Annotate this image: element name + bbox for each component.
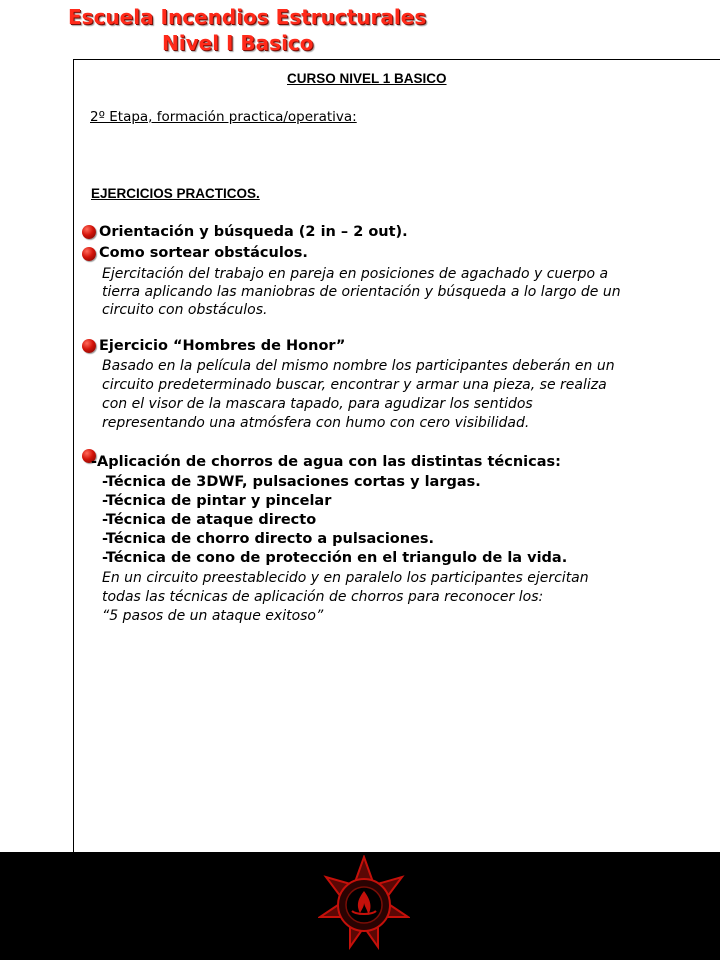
- item-body-line: circuito predeterminado buscar, encontrar y armar una pieza, se realiza: [102, 377, 607, 393]
- header-title-line2: Nivel I Basico: [162, 31, 314, 55]
- technique-line: -Técnica de cono de protección en el triangulo de la vida.: [102, 550, 568, 566]
- item-body-line: En un circuito preestablecido y en paralelo los participantes ejercitan: [102, 570, 589, 586]
- technique-line: -Técnica de ataque directo: [102, 512, 317, 528]
- item-heading: Como sortear obstáculos.: [99, 245, 308, 261]
- stage-subtitle: 2º Etapa, formación practica/operativa:: [90, 109, 357, 125]
- item-body-line: tierra aplicando las maniobras de orientación y búsqueda a lo largo de un: [102, 284, 621, 300]
- item-body-line: circuito con obstáculos.: [102, 302, 268, 318]
- item-heading: Ejercicio “Hombres de Honor”: [99, 338, 346, 354]
- item-body-line: representando una atmósfera con humo con cero visibilidad.: [102, 415, 530, 431]
- item-body-line: con el visor de la mascara tapado, para agudizar los sentidos: [102, 396, 533, 412]
- technique-line: -Técnica de 3DWF, pulsaciones cortas y largas.: [102, 474, 481, 490]
- item-body-line: Ejercitación del trabajo en pareja en posiciones de agachado y cuerpo a: [102, 266, 609, 282]
- item-body-line: “5 pasos de un ataque exitoso”: [102, 608, 324, 624]
- header-title-line1: Escuela Incendios Estructurales: [68, 5, 427, 29]
- section-title: EJERCICIOS PRACTICOS.: [91, 186, 260, 201]
- technique-line: -Técnica de pintar y pincelar: [102, 493, 332, 509]
- bullet-icon: [82, 225, 96, 239]
- course-title: CURSO NIVEL 1 BASICO: [287, 71, 447, 86]
- item-body-line: Basado en la película del mismo nombre los participantes deberán en un: [102, 358, 615, 374]
- bullet-icon: [82, 339, 96, 353]
- item-body-line: todas las técnicas de aplicación de chorros para reconocer los:: [102, 589, 544, 605]
- bullet-icon: [82, 247, 96, 261]
- item-heading: -Aplicación de chorros de agua con las distintas técnicas:: [91, 454, 561, 470]
- technique-line: -Técnica de chorro directo a pulsaciones.: [102, 531, 435, 547]
- fire-school-badge-icon: [318, 855, 410, 955]
- item-heading: Orientación y búsqueda (2 in – 2 out).: [99, 224, 408, 240]
